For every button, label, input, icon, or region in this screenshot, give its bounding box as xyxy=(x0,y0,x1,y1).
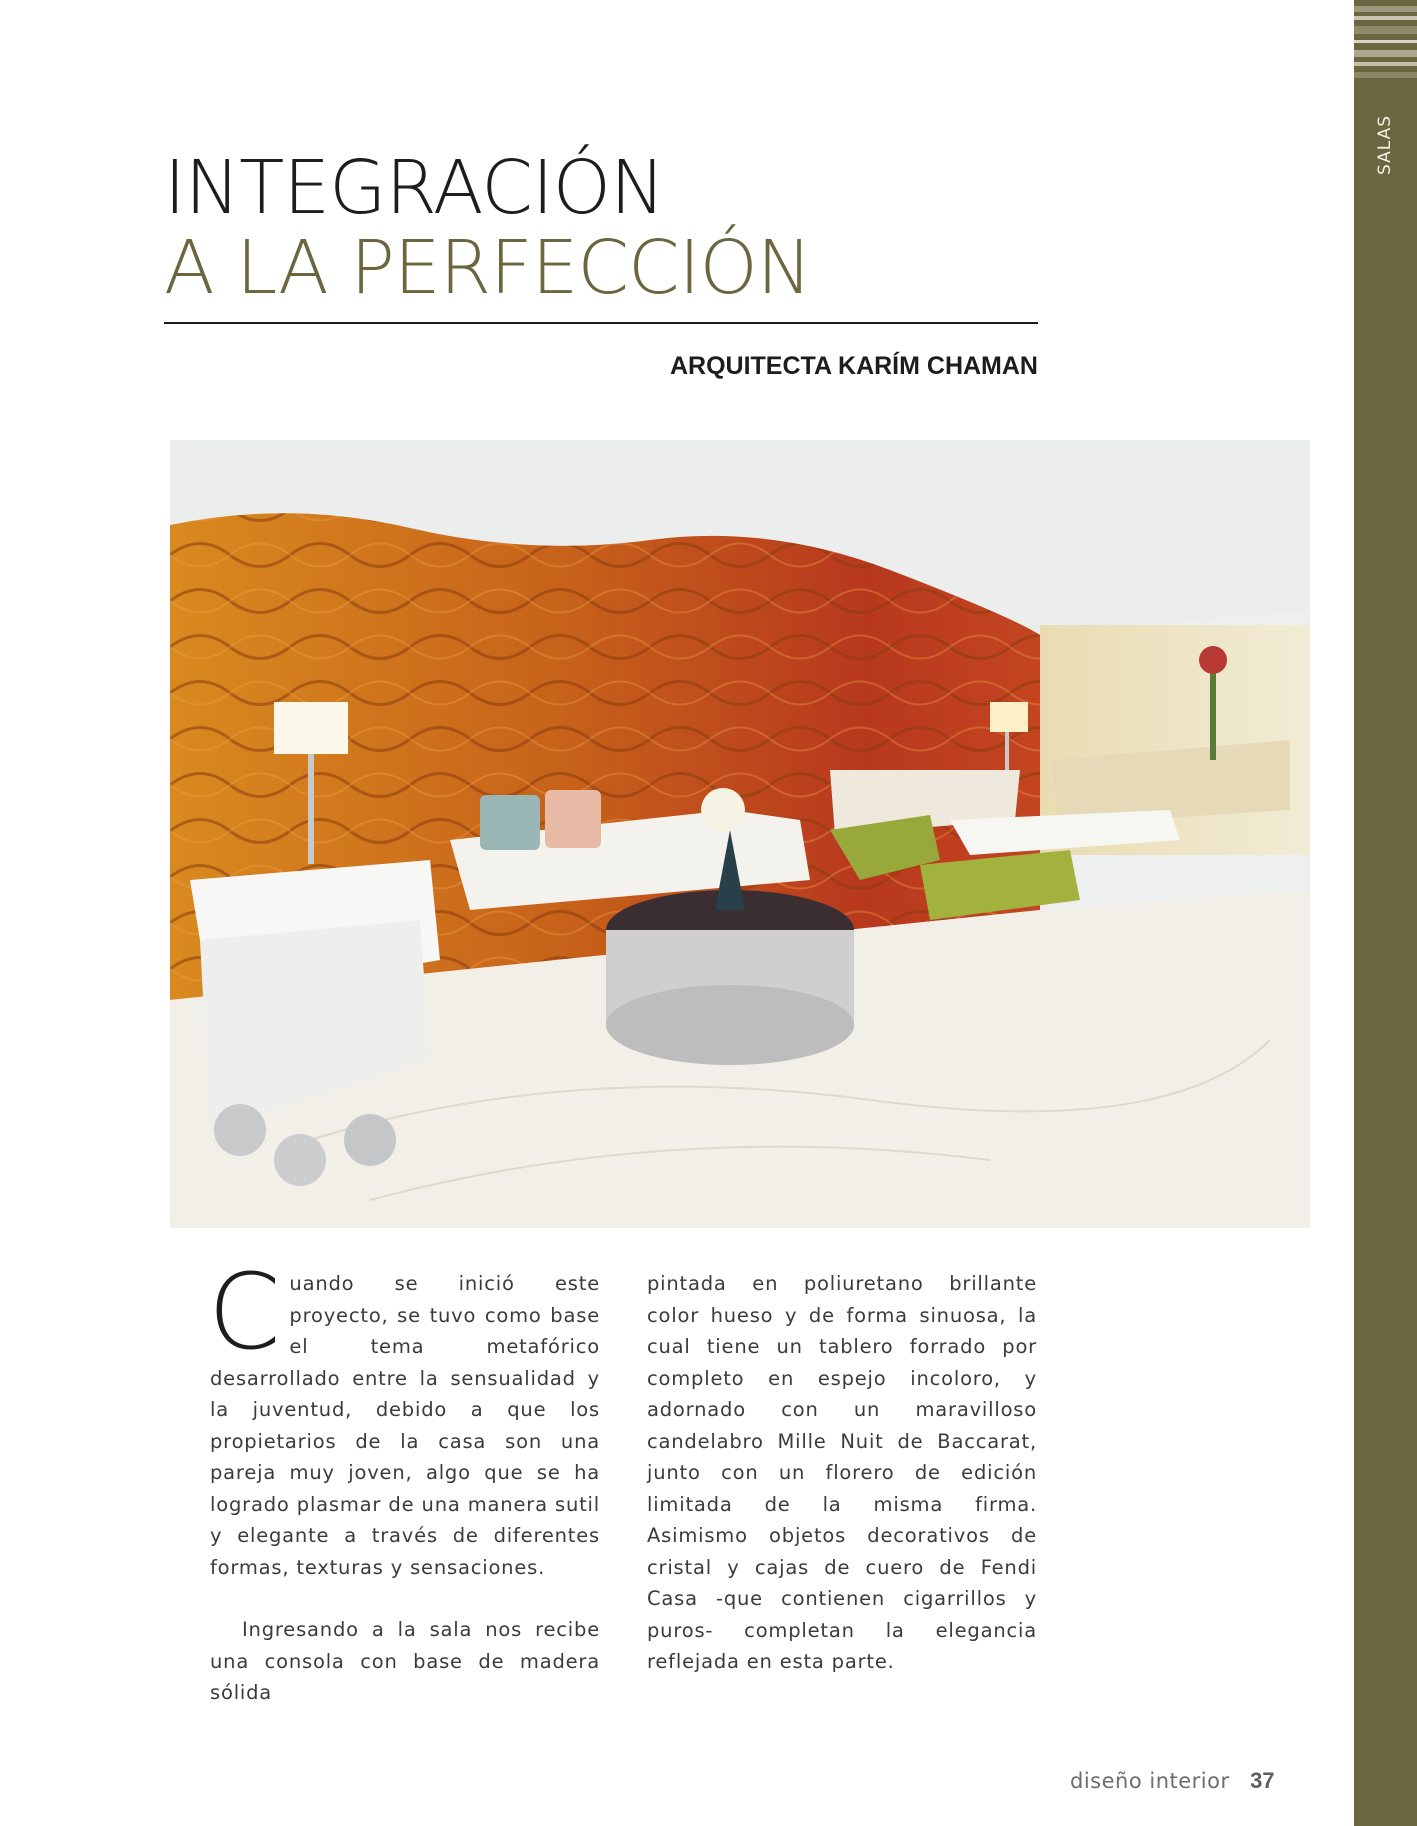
page-footer xyxy=(1070,1768,1275,1794)
page-number: 37 xyxy=(1250,1768,1275,1793)
paragraph-2: Ingresando a la sala nos recibe una consola con base de madera sólida xyxy=(210,1618,600,1704)
drop-cap: C xyxy=(208,1251,282,1373)
title-divider xyxy=(164,322,1038,324)
section-label: SALAS xyxy=(1375,114,1396,176)
paragraph-3: pintada en poliuretano brillante color hueso y de forma sinuosa, la cual tiene un tablero forrado por completo en espejo incoloro, y adornado con un maravilloso candelabro Mille Nuit de Baccarat, junto con un florero de edición limitada de la misma firma. Asimismo objetos decorativos de cristal y cajas de cuero de Fendi Casa -que contienen cigarrillos y puros- completan la elegancia reflejada en esta parte. xyxy=(647,1272,1037,1673)
article-column-left xyxy=(208,1251,600,1709)
title-line-1: INTEGRACIÓN xyxy=(164,145,665,231)
author-byline: ARQUITECTA KARÍM CHAMAN xyxy=(669,352,1038,380)
article-column-right xyxy=(647,1268,1037,1678)
decorative-stripes xyxy=(1354,0,1417,92)
section-tab xyxy=(1354,110,1417,180)
living-room-photo xyxy=(170,440,1310,1228)
article-title xyxy=(164,145,812,311)
paragraph-1 xyxy=(208,1251,600,1583)
magazine-name: diseño interior xyxy=(1070,1769,1230,1793)
paragraph-1-text: uando se inició este proyecto, se tuvo como base el tema metafórico desarrollado entre la sensualidad y la juventud, debido a que los propietarios de la casa son una pareja muy joven, algo que se ha logrado plasmar de una manera sutil y elegante a través de diferentes formas, texturas y sensaciones. xyxy=(210,1272,600,1579)
side-color-band xyxy=(1354,0,1417,1826)
title-line-2: A LA PERFECCIÓN xyxy=(164,225,812,311)
